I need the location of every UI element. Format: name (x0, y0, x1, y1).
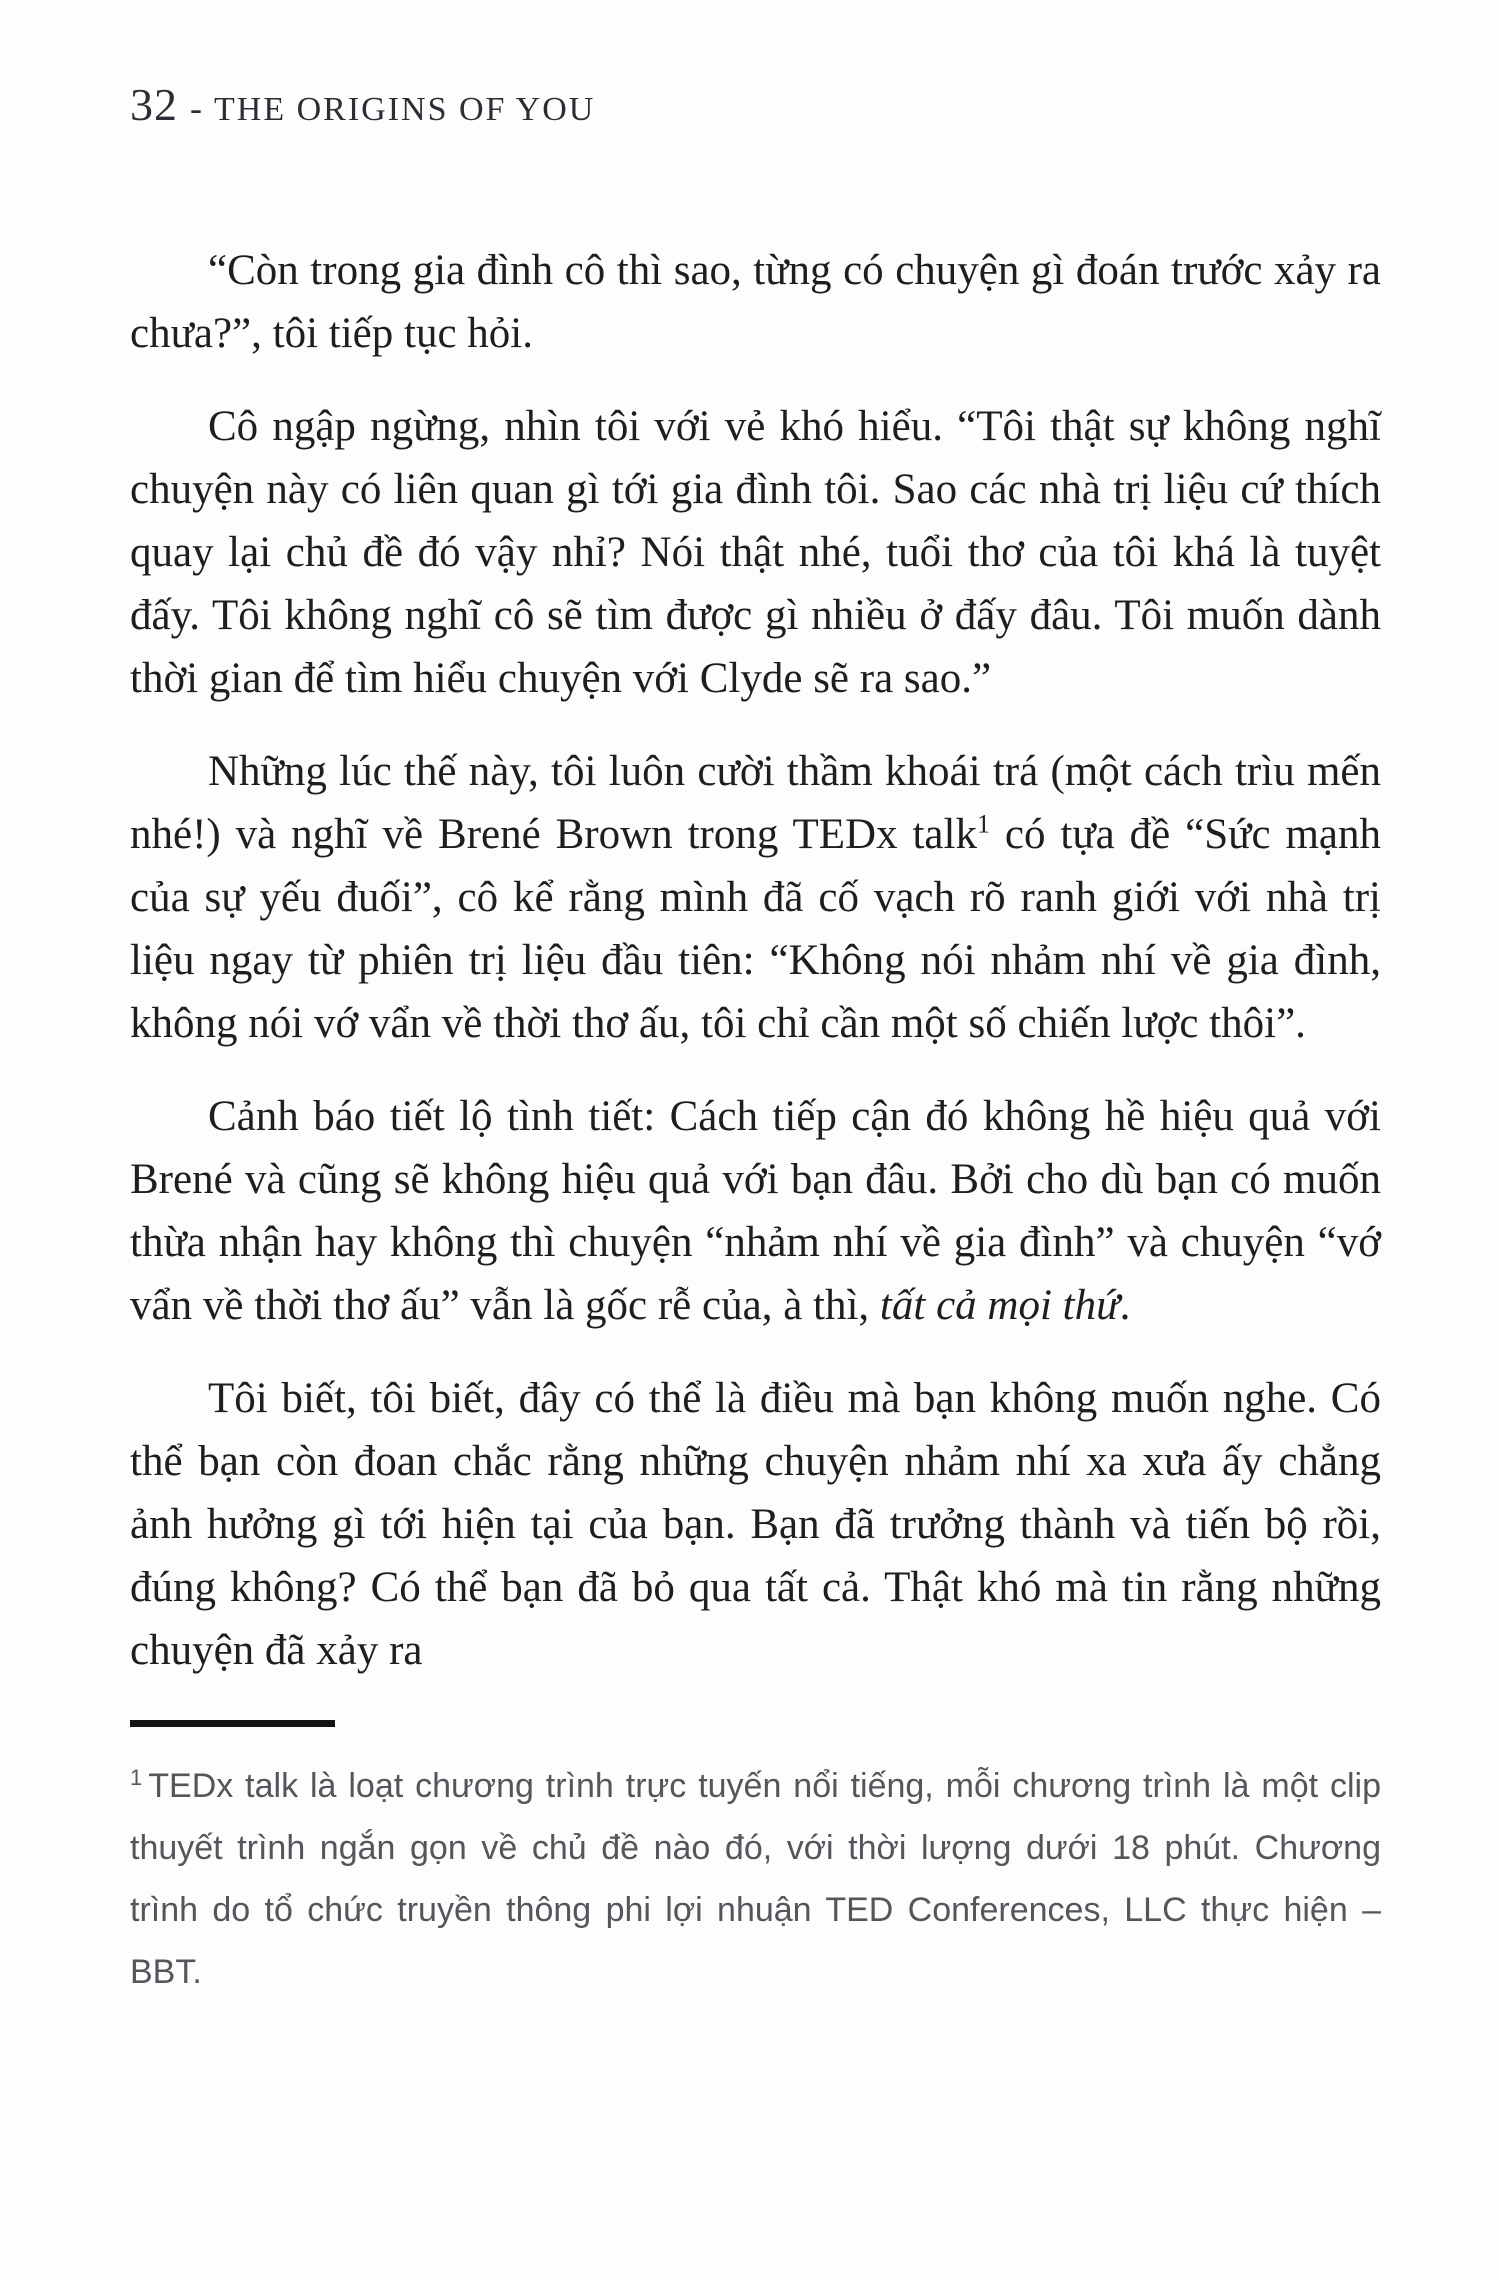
footnote-text: TEDx talk là loạt chương trình trực tuyến nổi tiếng, mỗi chương trình là một clip thuyết trình ngắn gọn về chủ đề nào đó, với thời lượng dưới 18 phút. Chương trình do tổ chức truyền thông phi lợi nhuận TED Conferences, LLC thực hiện – BBT. (130, 1767, 1381, 1991)
header-separator: - (190, 88, 202, 128)
paragraph-1 (130, 239, 1381, 365)
paragraph-5-text: Tôi biết, tôi biết, đây có thể là điều mà bạn không muốn nghe. Có thể bạn còn đoan chắc rằng những chuyện nhảm nhí xa xưa ấy chẳng ảnh hưởng gì tới hiện tại của bạn. Bạn đã trưởng thành và tiến bộ rồi, đúng không? Có thể bạn đã bỏ qua tất cả. Thật khó mà tin rằng những chuyện đã xảy ra (130, 1375, 1381, 1674)
footnote (130, 1755, 1381, 2003)
paragraph-4-italic-phrase: tất cả mọi thứ (879, 1282, 1120, 1329)
paragraph-4-text-pre: Cảnh báo tiết lộ tình tiết: Cách tiếp cận đó không hề hiệu quả với Brené và cũng sẽ không hiệu quả với bạn đâu. Bởi cho dù bạn có muốn thừa nhận hay không thì chuyện “nhảm nhí về gia đình” và chuyện “vớ vẩn về thời thơ ấu” vẫn là gốc rễ của, à thì, (130, 1093, 1381, 1329)
book-title: THE ORIGINS OF YOU (214, 91, 596, 128)
paragraph-2 (130, 395, 1381, 710)
page-number: 32 (130, 79, 178, 130)
footnote-block (130, 1720, 1381, 2003)
running-header (130, 78, 1381, 131)
paragraph-2-text: Cô ngập ngừng, nhìn tôi với vẻ khó hiểu. “Tôi thật sự không nghĩ chuyện này có liên quan gì tới gia đình tôi. Sao các nhà trị liệu cứ thích quay lại chủ đề đó vậy nhỉ? Nói thật nhé, tuổi thơ của tôi khá là tuyệt đấy. Tôi không nghĩ cô sẽ tìm được gì nhiều ở đấy đâu. Tôi muốn dành thời gian để tìm hiểu chuyện với Clyde sẽ ra sao.” (130, 403, 1381, 702)
footnote-reference-marker: 1 (976, 809, 990, 839)
paragraph-4 (130, 1085, 1381, 1337)
paragraph-5 (130, 1367, 1381, 1682)
paragraph-4-text-post: . (1119, 1282, 1131, 1329)
paragraph-1-text: “Còn trong gia đình cô thì sao, từng có chuyện gì đoán trước xảy ra chưa?”, tôi tiếp tục hỏi. (130, 247, 1381, 357)
footnote-divider (130, 1720, 335, 1727)
footnote-number: 1 (130, 1764, 143, 1790)
paragraph-3 (130, 740, 1381, 1055)
body-text (130, 239, 1381, 1682)
paragraph-3-text-pre: Những lúc thế này, tôi luôn cười thầm khoái trá (một cách trìu mến nhé!) và nghĩ về Brené Brown trong TEDx talk (130, 748, 1381, 858)
paragraph-3-text-post: có tựa đề “Sức mạnh của sự yếu đuối”, cô kể rằng mình đã cố vạch rõ ranh giới với nhà trị liệu ngay từ phiên trị liệu đầu tiên: “Không nói nhảm nhí về gia đình, không nói vớ vẩn về thời thơ ấu, tôi chỉ cần một số chiến lược thôi”. (130, 811, 1381, 1047)
